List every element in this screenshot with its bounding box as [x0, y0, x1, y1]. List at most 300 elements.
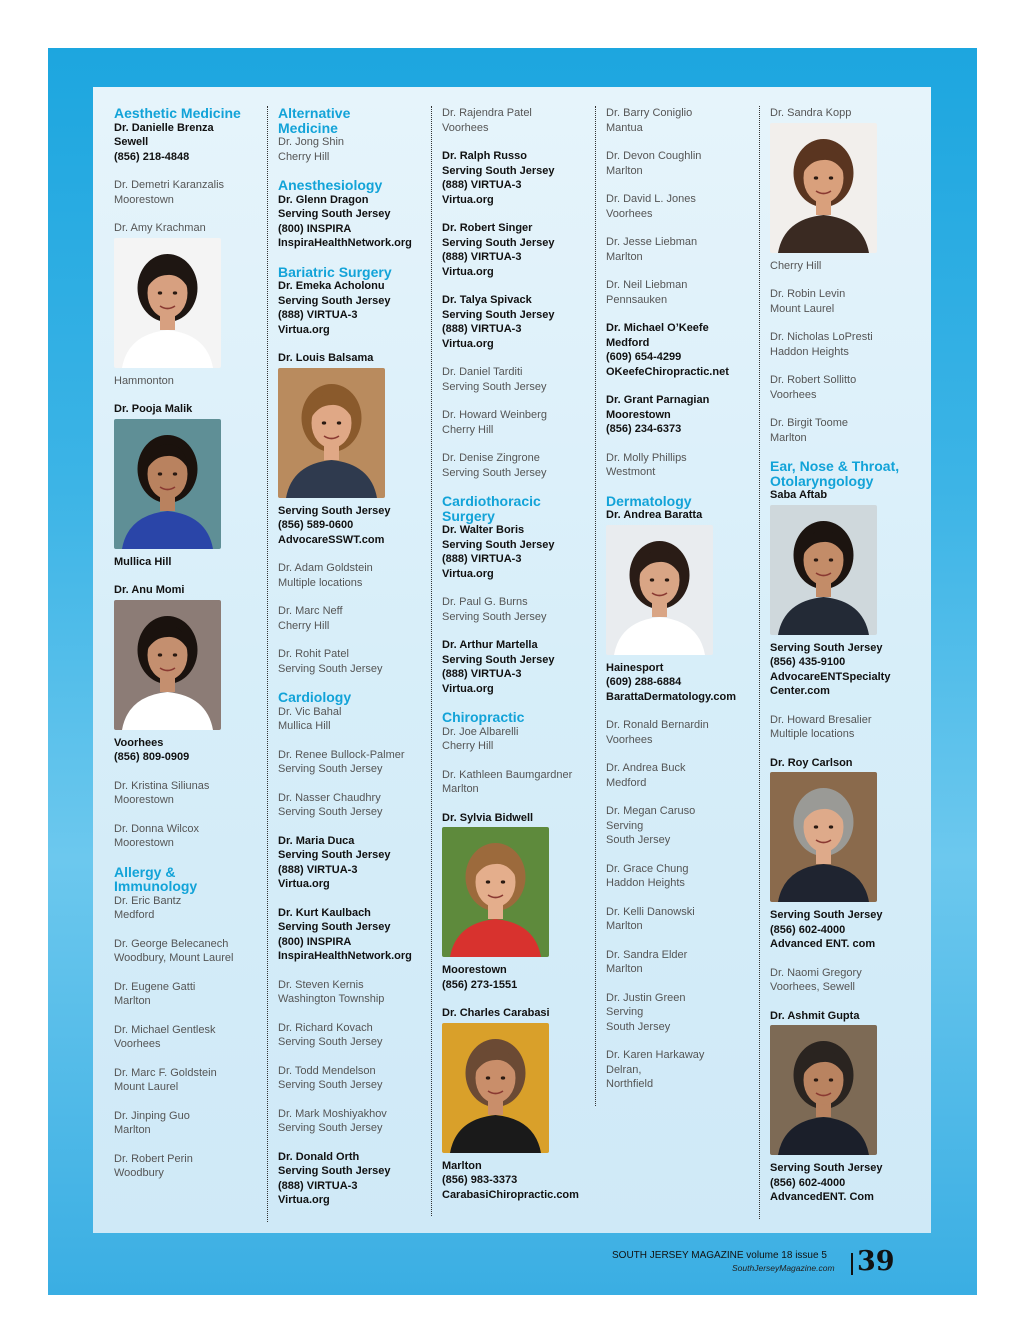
listing-line: Dr. Pooja Malik	[114, 403, 193, 415]
listing-line: Dr. Joe Albarelli	[442, 725, 519, 738]
listing-line: Mantua	[606, 121, 643, 134]
listing-line: (800) INSPIRA	[278, 222, 352, 235]
sandra-kopp-photo	[770, 123, 877, 253]
listing-line: Dr. Barry Coniglio	[606, 107, 693, 119]
doctor-listing	[278, 193, 423, 251]
listing-line: Mount Laurel	[770, 302, 835, 315]
listing-line: Dr. Mark Moshiyakhov	[278, 1107, 387, 1120]
doctor-listing	[114, 894, 264, 923]
listing-line: Dr. Grace Chung	[606, 862, 689, 875]
listing-line: Moorestown	[442, 964, 507, 976]
doctor-listing	[606, 393, 751, 437]
doctor-listing	[114, 555, 264, 570]
magazine-website: SouthJerseyMagazine.com	[732, 1263, 835, 1273]
doctor-listing	[442, 408, 587, 437]
directory-column-1	[114, 106, 264, 1195]
specialty-heading-line: Otolaryngology	[770, 472, 874, 489]
doctor-listing	[606, 321, 751, 379]
listing-line: Dr. Todd Mendelson	[278, 1064, 376, 1077]
listing-line: Marlton	[770, 431, 807, 444]
doctor-listing	[278, 906, 423, 964]
listing-line: Serving South Jersey	[278, 806, 383, 818]
doctor-listing	[278, 1150, 423, 1208]
specialty-heading	[114, 106, 264, 121]
listing-line: Serving South Jersey	[770, 909, 883, 921]
listing-line: Cherry Hill	[278, 619, 330, 632]
doctor-listing	[114, 221, 264, 236]
directory-column-4	[595, 106, 751, 1106]
listing-line: Voorhees	[606, 733, 653, 746]
doctor-listing	[278, 791, 423, 820]
doctor-listing	[278, 647, 423, 676]
listing-line: Dr. Howard Bresalier	[770, 713, 872, 726]
listing-line: Dr. David L. Jones	[606, 193, 696, 205]
listing-line: Mullica Hill	[278, 720, 331, 732]
listing-line: Woodbury	[114, 1167, 164, 1179]
listing-line: BarattaDermatology.com	[606, 690, 736, 703]
listing-line: South Jersey	[606, 1020, 671, 1033]
doctor-listing	[278, 1021, 423, 1050]
listing-line: Multiple locations	[770, 728, 855, 740]
listing-line: Dr. Roy Carlson	[770, 756, 853, 769]
listing-line: AdvocareENTSpecialty	[770, 670, 891, 683]
portrait-graphic	[442, 827, 549, 957]
listing-line: Cherry Hill	[442, 740, 494, 752]
listing-line: Dr. Ashmit Gupta	[770, 1009, 860, 1022]
listing-line: Dr. Louis Balsama	[278, 352, 374, 364]
specialty-heading	[442, 710, 587, 725]
listing-line: Dr. Naomi Gregory	[770, 966, 862, 979]
listing-line: (856) 234-6373	[606, 423, 682, 435]
listing-line: Haddon Heights	[770, 345, 849, 358]
doctor-listing	[114, 937, 264, 966]
listing-line: Dr. Daniel Tarditi	[442, 366, 523, 378]
listing-line: Marlton	[606, 920, 643, 932]
listing-line: Moorestown	[114, 837, 174, 849]
listing-line: Dr. Adam Goldstein	[278, 562, 373, 574]
listing-line: South Jersey	[606, 834, 671, 846]
listing-line: Serving South Jersey	[442, 164, 555, 177]
listing-line: (856) 602-4000	[770, 923, 846, 936]
doctor-listing	[442, 1006, 587, 1021]
footer-divider	[851, 1253, 853, 1275]
specialty-heading	[278, 265, 423, 280]
doctor-listing	[278, 279, 423, 337]
listing-line: Serving South Jersey	[442, 610, 547, 623]
listing-line: Dr. Michael O’Keefe	[606, 322, 709, 334]
portrait-graphic	[770, 1025, 877, 1155]
listing-line: Dr. Nasser Chaudhry	[278, 791, 381, 804]
doctor-listing	[606, 1048, 751, 1092]
specialty-heading	[770, 459, 920, 488]
doctor-listing	[606, 948, 751, 977]
listing-line: Center.com	[770, 685, 830, 697]
specialty-heading-line: Immunology	[114, 878, 198, 894]
doctor-listing	[606, 235, 751, 264]
doctor-listing	[770, 908, 920, 952]
doctor-listing	[770, 287, 920, 316]
listing-line: Dr. Kathleen Baumgardner	[442, 768, 573, 781]
directory-column-5	[759, 106, 920, 1219]
doctor-listing	[606, 106, 751, 135]
doctor-listing	[442, 811, 587, 826]
listing-line: Serving South Jersey	[442, 380, 547, 393]
listing-line: Dr. Ronald Bernardin	[606, 719, 709, 731]
portrait-graphic	[770, 772, 877, 902]
listing-line: Voorhees	[442, 121, 489, 134]
listing-line: Marlton	[442, 1159, 482, 1172]
listing-line: Dr. Megan Caruso	[606, 805, 696, 817]
listing-line: Marlton	[606, 963, 643, 975]
listing-line: Dr. Howard Weinberg	[442, 409, 547, 421]
listing-line: Dr. Donald Orth	[278, 1150, 360, 1163]
specialty-heading-line: Ear, Nose & Throat,	[770, 458, 900, 474]
listing-line: Dr. Richard Kovach	[278, 1021, 373, 1034]
listing-line: Serving South Jersey	[278, 504, 391, 517]
listing-line: Voorhees	[114, 736, 164, 749]
doctor-listing	[114, 583, 264, 598]
listing-line: Dr. Kelli Danowski	[606, 905, 695, 918]
pooja-malik-photo	[114, 419, 221, 549]
doctor-listing	[606, 451, 751, 480]
doctor-listing	[442, 451, 587, 480]
listing-line: Serving South Jersey	[278, 208, 391, 220]
listing-line: Pennsauken	[606, 293, 668, 306]
doctor-listing	[114, 374, 264, 389]
doctor-listing	[114, 402, 264, 417]
doctor-listing	[442, 595, 587, 624]
doctor-listing	[606, 661, 751, 705]
listing-line: CarabasiChiropractic.com	[442, 1188, 579, 1201]
doctor-listing	[606, 508, 751, 523]
doctor-listing	[278, 135, 423, 164]
listing-line: Dr. Robin Levin	[770, 288, 846, 300]
charles-carabasi-photo	[442, 1023, 549, 1153]
doctor-listing	[278, 604, 423, 633]
listing-line: Dr. Paul G. Burns	[442, 596, 528, 608]
listing-line: (609) 654-4299	[606, 351, 682, 363]
specialty-heading	[606, 494, 751, 509]
listing-line: Virtua.org	[278, 1194, 330, 1206]
listing-line: InspiraHealthNetwork.org	[278, 950, 412, 962]
portrait-graphic	[606, 525, 713, 655]
listing-line: Dr. Grant Parnagian	[606, 394, 710, 406]
listing-line: Dr. Amy Krachman	[114, 222, 206, 234]
listing-line: Dr. Anu Momi	[114, 584, 185, 596]
doctor-listing	[606, 149, 751, 178]
listing-line: (888) VIRTUA-3	[442, 668, 522, 680]
sylvia-bidwell-photo	[442, 827, 549, 957]
listing-line: Marlton	[114, 1124, 151, 1136]
doctor-listing	[770, 106, 920, 121]
specialty-heading-line: Cardiothoracic	[442, 493, 541, 509]
listing-line: Dr. Ralph Russo	[442, 150, 527, 162]
listing-line: Dr. Walter Boris	[442, 524, 525, 536]
listing-line: Serving South Jersey	[278, 921, 391, 933]
andrea-baratta-photo	[606, 525, 713, 655]
listing-line: Haddon Heights	[606, 877, 685, 889]
listing-line: Medford	[606, 776, 647, 789]
listing-line: (888) VIRTUA-3	[278, 309, 358, 321]
listing-line: Virtua.org	[442, 265, 494, 278]
doctor-listing	[606, 804, 751, 848]
doctor-listing	[442, 293, 587, 351]
listing-line: Dr. Jong Shin	[278, 136, 345, 148]
doctor-listing	[278, 561, 423, 590]
doctor-listing	[278, 705, 423, 734]
doctor-listing	[442, 523, 587, 581]
listing-line: Serving South Jersey	[278, 1079, 383, 1091]
listing-line: Dr. Denise Zingrone	[442, 452, 540, 464]
listing-line: Dr. Andrea Buck	[606, 762, 686, 774]
doctor-listing	[114, 736, 264, 765]
listing-line: Dr. Marc F. Goldstein	[114, 1066, 217, 1079]
doctor-listing	[442, 1159, 587, 1203]
listing-line: Dr. Robert Singer	[442, 222, 533, 234]
listing-line: Serving South Jersey	[278, 849, 391, 861]
doctor-listing	[442, 365, 587, 394]
doctor-listing	[770, 756, 920, 771]
doctor-listing	[442, 149, 587, 207]
directory-column-2	[267, 106, 423, 1222]
listing-line: (856) 983-3373	[442, 1174, 518, 1186]
ashmit-gupta-photo	[770, 1025, 877, 1155]
listing-line: Dr. Nicholas LoPresti	[770, 331, 873, 343]
listing-line: Dr. Michael Gentlesk	[114, 1023, 216, 1036]
listing-line: Cherry Hill	[278, 150, 330, 163]
listing-line: Dr. Andrea Baratta	[606, 509, 703, 521]
doctor-listing	[770, 1161, 920, 1205]
listing-line: Dr. Kristina Siliunas	[114, 779, 210, 792]
specialty-heading-line: Alternative	[278, 105, 351, 121]
specialty-heading-line: Cardiology	[278, 689, 352, 705]
doctor-listing	[770, 713, 920, 742]
portrait-graphic	[114, 238, 221, 368]
doctor-listing	[770, 1009, 920, 1024]
doctor-listing	[442, 725, 587, 754]
listing-line: Serving South Jersey	[442, 308, 555, 321]
listing-line: Marlton	[606, 250, 643, 263]
listing-line: Dr. Rohit Patel	[278, 648, 349, 660]
saba-aftab-photo	[770, 505, 877, 635]
doctor-listing	[114, 121, 264, 165]
listing-line: Moorestown	[114, 794, 174, 806]
listing-line: Dr. Neil Liebman	[606, 279, 688, 291]
listing-line: Advanced ENT. com	[770, 938, 876, 950]
listing-line: Cherry Hill	[442, 423, 494, 436]
listing-line: Voorhees	[114, 1038, 161, 1050]
listing-line: Virtua.org	[442, 193, 494, 206]
doctor-listing	[442, 638, 587, 696]
listing-line: Dr. Maria Duca	[278, 834, 355, 847]
listing-line: Dr. Marc Neff	[278, 605, 343, 617]
listing-line: Virtua.org	[442, 567, 494, 580]
listing-line: Dr. Vic Bahal	[278, 705, 342, 718]
portrait-graphic	[442, 1023, 549, 1153]
listing-line: Dr. Emeka Acholonu	[278, 280, 385, 292]
doctor-listing	[278, 834, 423, 892]
listing-line: Serving South Jersey	[442, 653, 555, 666]
magazine-issue-label: SOUTH JERSEY MAGAZINE volume 18 issue 5	[612, 1250, 827, 1261]
listing-line: Dr. Sandra Elder	[606, 948, 688, 961]
doctor-listing	[606, 862, 751, 891]
listing-line: InspiraHealthNetwork.org	[278, 237, 412, 249]
listing-line: Serving South Jersey	[442, 466, 547, 479]
doctor-listing	[114, 1109, 264, 1138]
listing-line: Virtua.org	[278, 323, 330, 336]
doctor-listing	[278, 504, 423, 548]
listing-line: (888) VIRTUA-3	[442, 323, 522, 335]
listing-line: Dr. Molly Phillips	[606, 451, 687, 464]
listing-line: Serving South Jersey	[278, 1165, 391, 1177]
listing-line: Dr. Steven Kernis	[278, 978, 364, 991]
listing-line: Sewell	[114, 136, 149, 148]
listing-line: Delran,	[606, 1063, 642, 1076]
doctor-listing	[606, 761, 751, 790]
doctor-listing	[606, 278, 751, 307]
specialty-heading-line: Surgery	[442, 507, 495, 524]
listing-line: Dr. Eric Bantz	[114, 894, 182, 907]
doctor-listing	[114, 1023, 264, 1052]
doctor-listing	[606, 905, 751, 934]
listing-line: (856) 602-4000	[770, 1176, 846, 1189]
specialty-heading-line: Chiropractic	[442, 709, 525, 725]
doctor-listing	[114, 178, 264, 207]
doctor-listing	[606, 718, 751, 747]
doctor-listing	[770, 641, 920, 699]
doctor-listing	[442, 768, 587, 797]
listing-line: Dr. Sandra Kopp	[770, 107, 852, 119]
specialty-heading-line: Allergy &	[114, 863, 176, 880]
listing-line: Serving South Jersey	[278, 662, 383, 675]
listing-line: Serving South Jersey	[770, 1162, 883, 1174]
listing-line: Dr. Rajendra Patel	[442, 107, 532, 119]
listing-line: Westmont	[606, 466, 656, 478]
listing-line: Moorestown	[606, 408, 671, 421]
portrait-graphic	[770, 505, 877, 635]
louis-balsama-photo	[278, 368, 385, 498]
listing-line: Virtua.org	[442, 682, 494, 695]
listing-line: Moorestown	[114, 193, 174, 206]
listing-line: Dr. Kurt Kaulbach	[278, 906, 371, 919]
listing-line: Virtua.org	[278, 878, 330, 890]
listing-line: Dr. Glenn Dragon	[278, 193, 369, 206]
doctor-listing	[278, 748, 423, 777]
listing-line: Serving	[606, 1006, 644, 1018]
listing-line: Mount Laurel	[114, 1081, 179, 1093]
doctor-listing	[770, 966, 920, 995]
listing-line: AdvancedENT. Com	[770, 1191, 874, 1203]
listing-line: Dr. Jesse Liebman	[606, 236, 698, 248]
listing-line: Dr. Arthur Martella	[442, 639, 538, 651]
listing-line: Dr. Charles Carabasi	[442, 1007, 550, 1019]
specialty-heading-line: Medicine	[278, 119, 338, 136]
listing-line: Serving South Jersey	[770, 641, 883, 654]
portrait-graphic	[114, 600, 221, 730]
listing-line: Woodbury, Mount Laurel	[114, 952, 234, 964]
anu-momi-photo	[114, 600, 221, 730]
listing-line: (888) VIRTUA-3	[278, 863, 358, 876]
listing-line: OKeefeChiropractic.net	[606, 365, 729, 378]
doctor-listing	[442, 221, 587, 279]
listing-line: Medford	[114, 909, 155, 921]
doctor-listing	[770, 330, 920, 359]
listing-line: Dr. Talya Spivack	[442, 294, 532, 306]
listing-line: Marlton	[114, 995, 151, 1007]
listing-line: (800) INSPIRA	[278, 935, 352, 948]
roy-carlson-photo	[770, 772, 877, 902]
doctor-listing	[606, 991, 751, 1035]
listing-line: Dr. Eugene Gatti	[114, 980, 196, 993]
specialty-heading	[278, 690, 423, 705]
portrait-graphic	[278, 368, 385, 498]
listing-line: (856) 809-0909	[114, 751, 190, 763]
listing-line: Dr. Justin Green	[606, 991, 686, 1004]
doctor-listing	[114, 779, 264, 808]
doctor-listing	[278, 1064, 423, 1093]
listing-line: Voorhees	[770, 388, 817, 401]
listing-line: Serving South Jersey	[278, 1036, 383, 1048]
listing-line: Saba Aftab	[770, 489, 828, 501]
listing-line: Serving South Jersey	[278, 1122, 383, 1134]
listing-line: Serving South Jersey	[278, 763, 383, 775]
listing-line: Marlton	[442, 783, 479, 795]
listing-line: Washington Township	[278, 993, 385, 1005]
doctor-listing	[114, 1066, 264, 1095]
doctor-listing	[114, 980, 264, 1009]
listing-line: (888) VIRTUA-3	[442, 251, 522, 263]
doctor-listing	[114, 822, 264, 851]
listing-line: Dr. Demetri Karanzalis	[114, 179, 225, 191]
listing-line: (856) 218-4848	[114, 150, 190, 163]
listing-line: Serving South Jersey	[442, 538, 555, 551]
listing-line: Cherry Hill	[770, 259, 822, 272]
listing-line: Dr. Renee Bullock-Palmer	[278, 748, 405, 761]
listing-line: (856) 435-9100	[770, 656, 846, 668]
listing-line: Dr. Robert Perin	[114, 1152, 193, 1165]
listing-line: Voorhees, Sewell	[770, 981, 855, 993]
listing-line: Dr. Jinping Guo	[114, 1109, 190, 1122]
listing-line: Multiple locations	[278, 576, 363, 589]
specialty-heading	[114, 865, 264, 894]
listing-line: Dr. Devon Coughlin	[606, 150, 702, 162]
listing-line: Marlton	[606, 164, 643, 177]
directory-column-3	[431, 106, 587, 1216]
specialty-heading	[278, 178, 423, 193]
listing-line: AdvocareSSWT.com	[278, 533, 385, 546]
listing-line: Hainesport	[606, 661, 664, 674]
listing-line: (609) 288-6884	[606, 676, 682, 688]
doctor-listing	[606, 192, 751, 221]
listing-line: (856) 589-0600	[278, 519, 354, 531]
listing-line: Dr. George Belecanech	[114, 937, 229, 950]
doctor-listing	[770, 259, 920, 274]
specialty-heading-line: Bariatric Surgery	[278, 263, 392, 280]
doctor-listing	[442, 963, 587, 992]
doctor-listing	[114, 1152, 264, 1181]
listing-line: Serving	[606, 819, 644, 832]
doctor-listing	[770, 416, 920, 445]
listing-line: Northfield	[606, 1078, 654, 1090]
specialty-heading-line: Aesthetic Medicine	[114, 105, 241, 121]
page-number: 39	[857, 1246, 895, 1277]
specialty-heading	[442, 494, 587, 523]
listing-line: (888) VIRTUA-3	[278, 1179, 358, 1192]
listing-line: Medford	[606, 336, 650, 349]
specialty-heading-line: Anesthesiology	[278, 177, 383, 193]
specialty-heading-line: Dermatology	[606, 492, 692, 509]
doctor-listing	[278, 1107, 423, 1136]
